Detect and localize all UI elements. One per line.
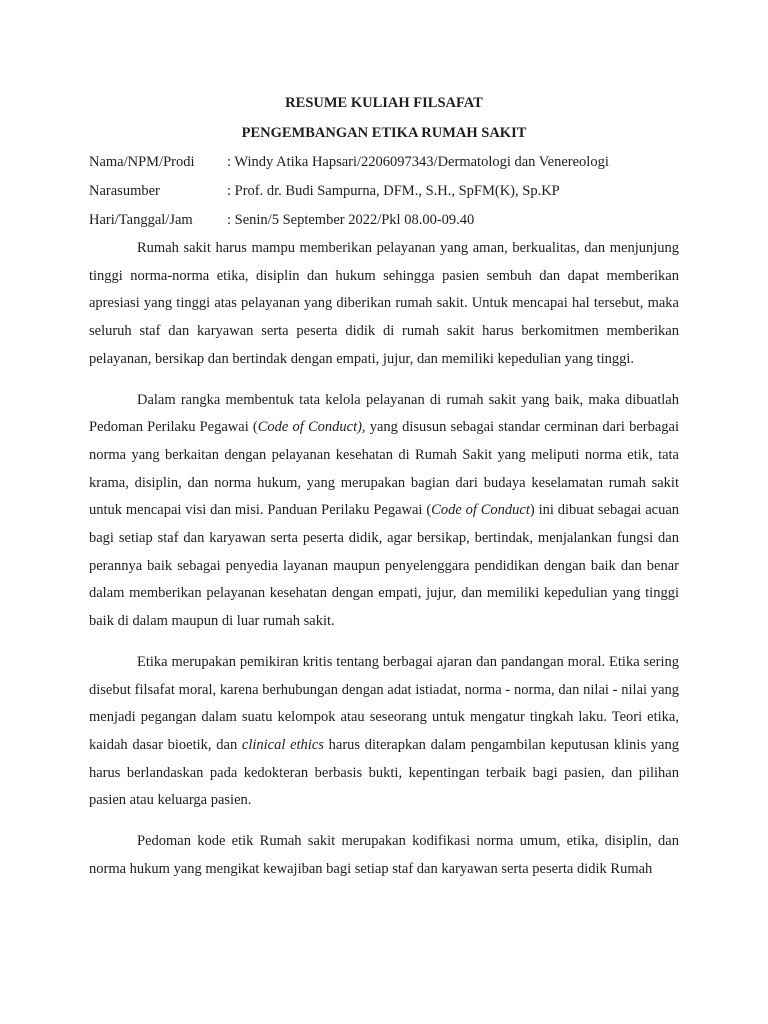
paragraph-text: harus diterapkan dalam pengambilan keputusan klinis yang harus berlandaskan pada kedokteran berbasis bukti, kepentingan terbaik bagi pasien, dan pilihan pasien atau keluarga pasien.	[89, 736, 679, 809]
info-row-name	[89, 148, 679, 177]
info-label: Nama/NPM/Prodi	[89, 154, 195, 170]
paragraph-text: ) ini dibuat sebagai acuan bagi setiap staf dan karyawan serta peserta didik, agar bersikap, bertindak, menjalankan fungsi dan perannya baik sebagai penyedia layanan maupun penyelenggara pendidikan dengan baik dan benar dalam memberikan pelayanan kesehatan dengan empati, jujur, dan memiliki kepedulian yang tinggi baik di dalam maupun di luar rumah sakit.	[89, 502, 680, 630]
info-label: Hari/Tanggal/Jam	[89, 212, 193, 228]
info-value: : Prof. dr. Budi Sampurna, DFM., S.H., SpFM(K), Sp.KP	[227, 183, 560, 199]
info-row-speaker	[89, 177, 679, 206]
paragraph-text: Dalam rangka membentuk tata kelola pelayanan di rumah sakit yang baik, maka dibuatlah Pedoman Perilaku Pegawai (	[89, 391, 679, 436]
italic-term: Code of Conduct),	[257, 419, 366, 436]
paragraph-1: Rumah sakit harus mampu memberikan pelayanan yang aman, berkualitas, dan menjunjung tinggi norma-norma etika, disiplin dan hukum sehingga pasien sembuh dan dapat memberikan apresiasi yang tinggi atas pelayanan yang diberikan rumah sakit. Untuk mencapai hal tersebut, maka seluruh staf dan karyawan serta peserta didik di rumah sakit harus berkomitmen memberikan pelayanan, bersikap dan bertindak dengan empati, jujur, dan memiliki kepedulian yang tinggi.	[89, 240, 679, 367]
document-title: RESUME KULIAH FILSAFAT	[285, 95, 483, 111]
document-subtitle: PENGEMBANGAN ETIKA RUMAH SAKIT	[241, 125, 527, 141]
paragraph-text: yang disusun sebagai standar cerminan dari berbagai norma yang berkaitan dengan pelayanan kesehatan di Rumah Sakit yang meliputi norma etik, tata krama, disiplin, dan norma hukum, yang merupakan bagian dari budaya keselamatan rumah sakit untuk mencapai visi dan misi. Panduan Perilaku Pegawai (	[89, 419, 679, 519]
info-value: : Senin/5 September 2022/Pkl 08.00-09.40	[227, 212, 475, 228]
info-block	[89, 148, 679, 235]
paragraph-4: Pedoman kode etik Rumah sakit merupakan kodifikasi norma umum, etika, disiplin, dan norma hukum yang mengikat kewajiban bagi setiap staf dan karyawan serta peserta didik Rumah	[89, 833, 679, 877]
info-label: Narasumber	[89, 183, 160, 199]
paragraph-2	[89, 387, 679, 636]
paragraph-text: Etika merupakan pemikiran kritis tentang berbagai ajaran dan pandangan moral. Etika sering disebut filsafat moral, karena berhubungan dengan adat istiadat, norma - norma, dan nilai - nilai yang menjadi pegangan dalam suatu kelompok atau seseorang untuk mengatur tingkah laku. Teori etika, kaidah dasar bioetik, dan	[89, 653, 679, 753]
italic-term: Code of Conduct	[431, 502, 530, 519]
paragraph-3	[89, 649, 679, 815]
italic-term: clinical ethics	[241, 736, 324, 753]
document-page	[89, 88, 679, 896]
info-row-date	[89, 206, 679, 235]
info-value: : Windy Atika Hapsari/2206097343/Dermatologi dan Venereologi	[227, 154, 609, 170]
